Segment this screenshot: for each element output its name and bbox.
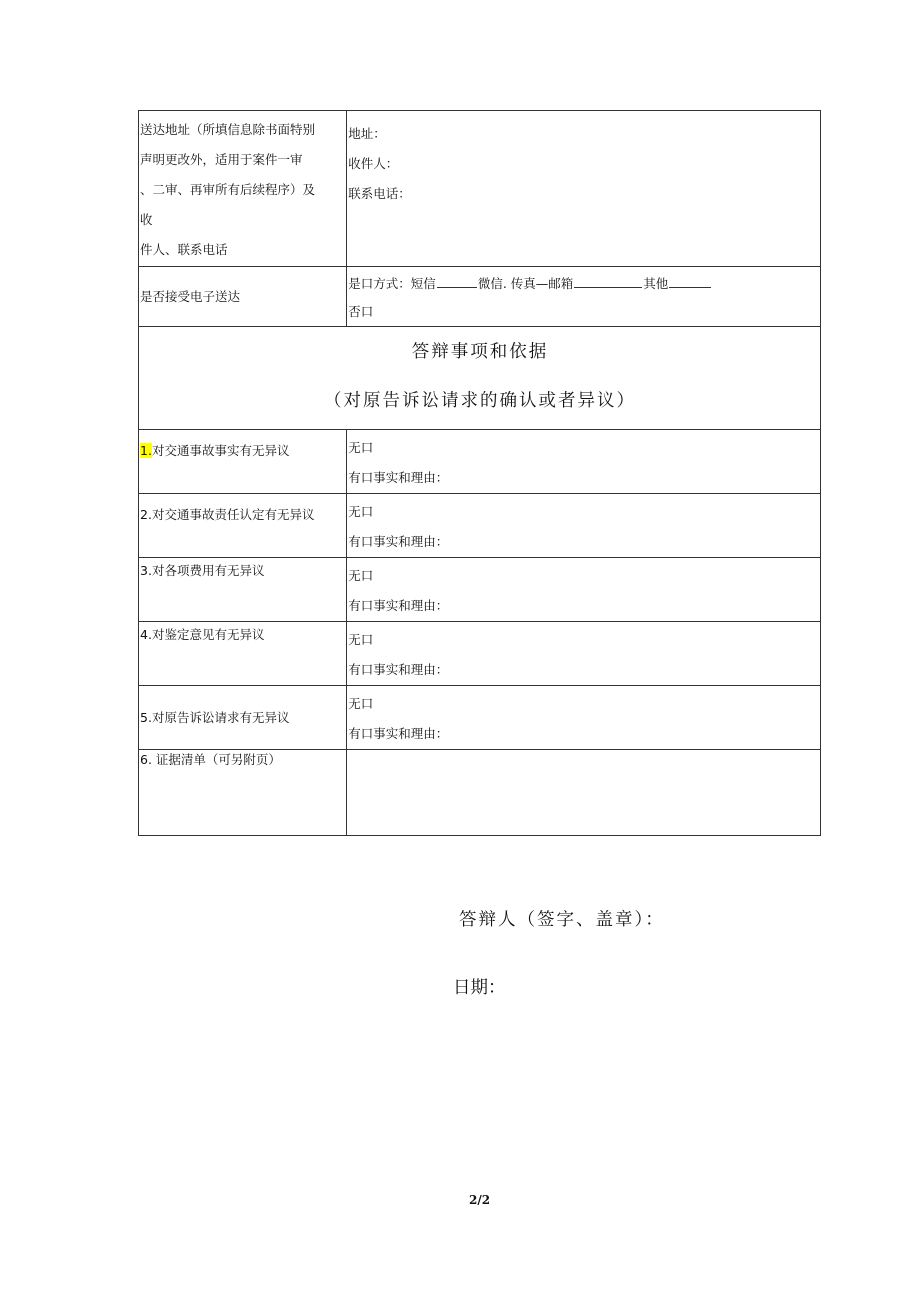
item-number: 3.: [140, 563, 152, 578]
other-option: 其他: [643, 276, 669, 291]
item-number: 1.: [140, 443, 152, 458]
item-label: 对原告诉讼请求有无异议: [151, 709, 290, 725]
evidence-label: 6. 证据清单（可另附页）: [139, 750, 347, 836]
item-row: [139, 622, 821, 686]
recipient-field: 收件人：: [348, 156, 399, 171]
electronic-no-option[interactable]: 否口: [348, 304, 374, 319]
defense-form-table: [138, 110, 821, 836]
defense-subtitle: （对原告诉讼请求的确认或者异议）: [324, 391, 636, 411]
date-label: 日期：: [453, 978, 506, 998]
page-number: 2/2: [469, 1193, 491, 1207]
item-label-cell: [139, 622, 347, 686]
item-label-cell: [139, 558, 347, 622]
electronic-yes-option[interactable]: 是口方式：短信: [348, 276, 436, 291]
address-row: [139, 111, 821, 267]
objection-option[interactable]: 有口事实和理由：: [348, 726, 449, 741]
item-row: [139, 494, 821, 558]
no-objection-option[interactable]: 无口: [348, 632, 374, 647]
item-number: 4.: [140, 627, 152, 642]
signer-label: 答辩人（签字、盖章）：: [459, 910, 665, 930]
defense-header-cell: [139, 327, 821, 430]
no-objection-option[interactable]: 无口: [348, 568, 374, 583]
evidence-input-cell[interactable]: [347, 750, 821, 836]
no-objection-option[interactable]: 无口: [348, 504, 374, 519]
phone-field: 联系电话：: [348, 186, 411, 201]
item-label: 对交通事故事实有无异议: [151, 443, 290, 458]
address-label-cell: [139, 111, 347, 267]
item-label-cell: [139, 686, 347, 750]
objection-option[interactable]: 有口事实和理由：: [348, 662, 449, 677]
address-label-line: 件人、联系电话: [140, 242, 228, 257]
address-field: 地址：: [348, 126, 386, 141]
item-options-cell[interactable]: [347, 494, 821, 558]
defense-title: 答辩事项和依据: [411, 342, 549, 362]
item-number: 2.: [140, 507, 152, 522]
address-fields-cell[interactable]: [347, 111, 821, 267]
item-label: 对鉴定意见有无异议: [151, 627, 265, 642]
address-label-line: 声明更改外，适用于案件一审: [140, 152, 303, 167]
item-row: [139, 686, 821, 750]
item-label: 对各项费用有无异议: [151, 563, 265, 578]
item-number: 5.: [140, 709, 152, 725]
other-blank[interactable]: [669, 275, 711, 288]
electronic-service-options[interactable]: [347, 267, 821, 327]
no-objection-option[interactable]: 无口: [348, 440, 374, 455]
electronic-service-row: [139, 267, 821, 327]
wechat-option: 微信. 传真—邮箱: [477, 276, 574, 291]
electronic-yes-line: [348, 270, 820, 298]
address-label-line: 收: [140, 212, 153, 227]
item-row: [139, 430, 821, 494]
item-label: 对交通事故责任认定有无异议: [151, 507, 315, 522]
sms-blank[interactable]: [437, 275, 477, 288]
item-row: [139, 558, 821, 622]
email-blank[interactable]: [574, 275, 642, 288]
item-options-cell[interactable]: [347, 622, 821, 686]
defense-header-row: [139, 327, 821, 430]
no-objection-option[interactable]: 无口: [348, 696, 374, 711]
evidence-row: [139, 750, 821, 836]
objection-option[interactable]: 有口事实和理由：: [348, 470, 449, 485]
item-label-cell: [139, 430, 347, 494]
item-label-cell: [139, 494, 347, 558]
address-label-line: 送达地址（所填信息除书面特别: [140, 122, 316, 137]
item-options-cell[interactable]: [347, 430, 821, 494]
address-label-line: 、二审、再审所有后续程序）及: [140, 182, 316, 197]
electronic-service-label: 是否接受电子送达: [139, 267, 347, 327]
objection-option[interactable]: 有口事实和理由：: [348, 598, 449, 613]
objection-option[interactable]: 有口事实和理由：: [348, 534, 449, 549]
item-options-cell[interactable]: [347, 558, 821, 622]
item-options-cell[interactable]: [347, 686, 821, 750]
